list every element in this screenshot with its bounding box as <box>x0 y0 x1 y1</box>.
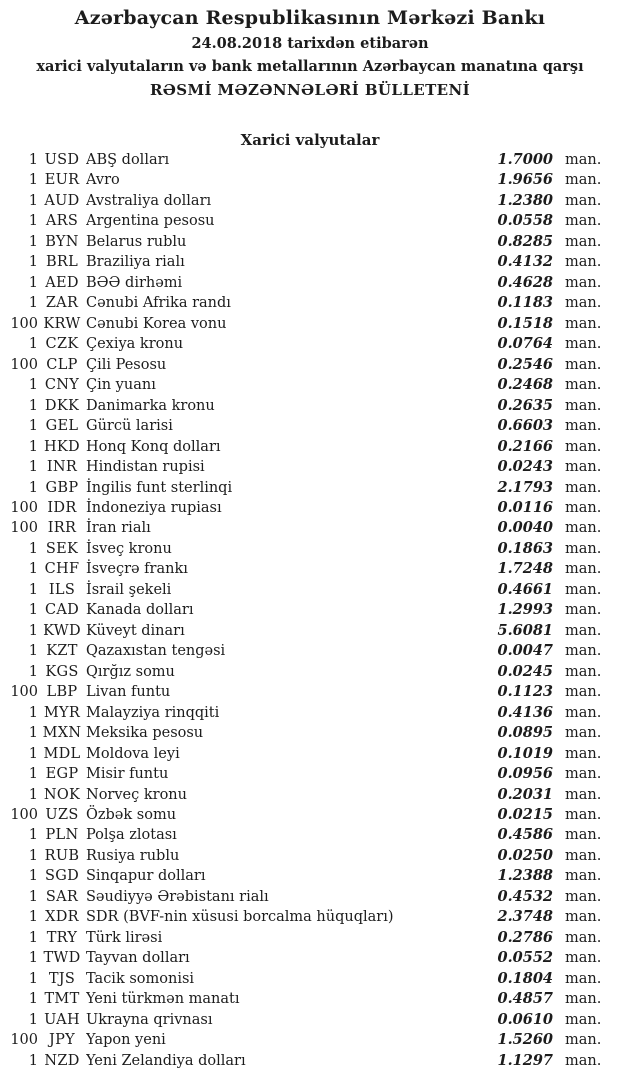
rate-cell: 0.4532 <box>497 887 553 905</box>
rate-cell: 0.2031 <box>497 785 553 803</box>
quantity-cell: 1 <box>28 418 38 435</box>
currency-row <box>6 396 600 416</box>
name-cell: Qazaxıstan tengəsi <box>86 643 226 660</box>
quantity-cell: 1 <box>28 1011 38 1028</box>
unit-cell: man. <box>565 622 602 639</box>
quantity-cell: 100 <box>10 520 38 537</box>
code-cell: MDL <box>43 745 81 762</box>
quantity-cell: 1 <box>28 786 38 803</box>
unit-cell: man. <box>565 540 602 557</box>
name-cell: Meksika pesosu <box>86 725 204 742</box>
quantity-cell: 1 <box>28 438 38 455</box>
currency-row <box>6 293 600 313</box>
currency-row <box>6 416 600 436</box>
code-cell: INR <box>46 459 78 476</box>
currency-row <box>6 478 600 498</box>
code-cell: RUB <box>44 847 80 864</box>
unit-cell: man. <box>565 356 602 373</box>
quantity-cell: 1 <box>28 888 38 905</box>
rate-cell: 1.1297 <box>497 1051 553 1069</box>
rate-cell: 0.1123 <box>497 683 553 701</box>
rate-cell: 0.4136 <box>497 703 553 721</box>
currency-row <box>6 1051 600 1071</box>
quantity-cell: 100 <box>10 499 38 516</box>
currency-row <box>6 252 600 272</box>
name-cell: Özbək somu <box>86 807 177 823</box>
code-cell: IDR <box>47 499 77 516</box>
quantity-cell: 100 <box>10 684 38 701</box>
quantity-cell: 1 <box>28 745 38 762</box>
bulletin-title: RƏSMİ MƏZƏNNƏLƏRİ BÜLLETENİ <box>149 81 471 99</box>
currency-row <box>6 825 600 845</box>
rate-cell: 0.1518 <box>497 314 553 332</box>
unit-cell: man. <box>565 172 602 189</box>
code-cell: SAR <box>45 888 79 905</box>
currency-row <box>6 641 600 661</box>
name-cell: Malayziya rinqqiti <box>86 704 220 721</box>
rate-cell: 1.2388 <box>497 867 553 885</box>
currency-row <box>6 744 600 764</box>
code-cell: CLP <box>46 356 78 373</box>
unit-cell: man. <box>565 745 602 762</box>
unit-cell: man. <box>565 315 602 332</box>
code-cell: CNY <box>44 377 80 394</box>
quantity-cell: 1 <box>28 540 38 557</box>
rate-cell: 0.2468 <box>497 376 553 394</box>
quantity-cell: 1 <box>28 213 38 230</box>
quantity-cell: 1 <box>28 192 38 209</box>
code-cell: AED <box>45 274 79 291</box>
code-cell: DKK <box>44 397 80 414</box>
rate-cell: 0.0040 <box>497 519 553 537</box>
name-cell: Moldova leyi <box>86 745 180 762</box>
code-cell: UZS <box>45 807 79 823</box>
code-cell: GBP <box>45 479 79 496</box>
code-cell: AUD <box>44 192 80 209</box>
unit-cell: man. <box>565 213 602 230</box>
quantity-cell: 1 <box>28 725 38 742</box>
rate-cell: 0.2635 <box>497 396 553 414</box>
currency-row <box>6 580 600 600</box>
code-cell: KGS <box>45 663 79 680</box>
name-cell: Danimarka kronu <box>86 397 215 414</box>
currency-row <box>6 559 600 579</box>
unit-cell: man. <box>565 847 602 864</box>
currency-row <box>6 969 600 989</box>
name-cell: İndoneziya rupiası <box>86 499 222 516</box>
bank-name-title: Azərbaycan Respublikasının Mərkəzi Bankı <box>74 7 546 29</box>
name-cell: ABŞ dolları <box>86 152 170 168</box>
unit-cell: man. <box>565 888 602 905</box>
quantity-cell: 1 <box>28 929 38 946</box>
unit-cell: man. <box>565 581 602 598</box>
unit-cell: man. <box>565 766 602 783</box>
quantity-cell: 1 <box>28 643 38 660</box>
currency-row <box>6 170 600 190</box>
code-cell: TMT <box>44 991 80 1008</box>
currency-row <box>6 334 600 354</box>
currency-row <box>6 764 600 784</box>
quantity-cell: 1 <box>28 336 38 353</box>
code-cell: KWD <box>43 622 81 639</box>
rate-cell: 0.1804 <box>497 969 553 987</box>
unit-cell: man. <box>565 561 602 578</box>
rate-cell: 0.2786 <box>497 928 553 946</box>
name-cell: Avro <box>86 172 120 189</box>
code-cell: LBP <box>46 684 78 701</box>
unit-cell: man. <box>565 192 602 209</box>
quantity-cell: 100 <box>10 356 38 373</box>
currency-row <box>6 518 600 538</box>
rate-cell: 1.9656 <box>497 171 553 189</box>
name-cell: Livan funtu <box>86 684 171 701</box>
quantity-cell: 1 <box>28 1052 38 1069</box>
rate-cell: 0.0243 <box>497 458 553 476</box>
unit-cell: man. <box>565 336 602 353</box>
unit-cell: man. <box>565 1032 602 1049</box>
quantity-cell: 100 <box>10 807 38 823</box>
rate-cell: 0.0250 <box>497 846 553 864</box>
quantity-cell: 1 <box>28 704 38 721</box>
name-cell: Cənubi Afrika randı <box>86 295 231 312</box>
name-cell: Kanada dolları <box>86 602 194 619</box>
unit-cell: man. <box>565 152 602 168</box>
name-cell: İngilis funt sterlinqi <box>86 479 233 496</box>
currency-row <box>6 191 600 211</box>
code-cell: UAH <box>44 1011 80 1028</box>
currency-rates-table <box>0 150 620 1071</box>
name-cell: Cənubi Korea vonu <box>86 315 227 332</box>
code-cell: CAD <box>44 602 80 619</box>
rate-cell: 0.4661 <box>497 580 553 598</box>
document-header <box>0 0 620 102</box>
rate-cell: 1.7000 <box>497 151 553 168</box>
quantity-cell: 1 <box>28 766 38 783</box>
code-cell: ZAR <box>45 295 79 312</box>
unit-cell: man. <box>565 438 602 455</box>
unit-cell: man. <box>565 1052 602 1069</box>
name-cell: Argentina pesosu <box>86 213 215 230</box>
name-cell: Braziliya rialı <box>86 254 185 271</box>
currency-row <box>6 355 600 375</box>
rate-cell: 5.6081 <box>497 621 553 639</box>
name-cell: Çin yuanı <box>86 377 156 394</box>
code-cell: MYR <box>43 704 81 721</box>
name-cell: BƏƏ dirhəmi <box>86 274 183 291</box>
unit-cell: man. <box>565 377 602 394</box>
code-cell: NOK <box>43 786 81 803</box>
quantity-cell: 1 <box>28 991 38 1008</box>
unit-cell: man. <box>565 602 602 619</box>
code-cell: ILS <box>48 581 76 598</box>
rate-cell: 0.0245 <box>497 662 553 680</box>
name-cell: Norveç kronu <box>86 786 187 803</box>
unit-cell: man. <box>565 459 602 476</box>
rate-cell: 1.5260 <box>497 1031 553 1049</box>
effective-date-line: 24.08.2018 tarixdən etibarən <box>191 35 429 52</box>
currency-row <box>6 907 600 927</box>
currency-row <box>6 621 600 641</box>
name-cell: Yapon yeni <box>86 1032 166 1049</box>
quantity-cell: 1 <box>28 295 38 312</box>
unit-cell: man. <box>565 868 602 885</box>
currency-row <box>6 682 600 702</box>
code-cell: ARS <box>45 213 79 230</box>
unit-cell: man. <box>565 704 602 721</box>
name-cell: İsveçrə frankı <box>86 561 188 578</box>
rate-cell: 0.0558 <box>497 212 553 230</box>
currency-row <box>6 437 600 457</box>
name-cell: Çili Pesosu <box>86 356 167 373</box>
unit-cell: man. <box>565 991 602 1008</box>
rate-cell: 0.2166 <box>497 437 553 455</box>
code-cell: EGP <box>45 766 79 783</box>
quantity-cell: 1 <box>28 868 38 885</box>
unit-cell: man. <box>565 520 602 537</box>
currency-row <box>6 1030 600 1050</box>
rate-cell: 1.7248 <box>497 560 553 578</box>
code-cell: SGD <box>44 868 80 885</box>
rate-cell: 0.0956 <box>497 765 553 783</box>
quantity-cell: 1 <box>28 459 38 476</box>
quantity-cell: 1 <box>28 152 38 168</box>
code-cell: CHF <box>44 561 80 578</box>
currency-row <box>6 1010 600 1030</box>
code-cell: EUR <box>44 172 80 189</box>
name-cell: Çexiya kronu <box>86 336 184 353</box>
unit-cell: man. <box>565 274 602 291</box>
rate-cell: 0.1863 <box>497 539 553 557</box>
rate-cell: 0.6603 <box>497 417 553 435</box>
rate-cell: 0.4628 <box>497 273 553 291</box>
code-cell: JPY <box>48 1032 76 1049</box>
name-cell: Rusiya rublu <box>86 847 180 864</box>
rate-cell: 0.4132 <box>497 253 553 271</box>
name-cell: Yeni Zelandiya dolları <box>86 1052 246 1069</box>
unit-cell: man. <box>565 807 602 823</box>
currency-row <box>6 948 600 968</box>
name-cell: İsveç kronu <box>86 540 172 557</box>
name-cell: Polşa zlotası <box>86 827 177 844</box>
currency-row <box>6 600 600 620</box>
currency-row <box>6 785 600 805</box>
quantity-cell: 1 <box>28 254 38 271</box>
name-cell: Yeni türkmən manatı <box>86 991 240 1008</box>
currency-row <box>6 846 600 866</box>
name-cell: İsrail şekeli <box>86 581 172 598</box>
quantity-cell: 1 <box>28 479 38 496</box>
unit-cell: man. <box>565 499 602 516</box>
quantity-cell: 1 <box>28 233 38 250</box>
rate-cell: 0.2546 <box>497 355 553 373</box>
name-cell: Honq Konq dolları <box>86 438 221 455</box>
code-cell: IRR <box>47 520 77 537</box>
code-cell: TRY <box>46 929 78 946</box>
quantity-cell: 1 <box>28 950 38 967</box>
quantity-cell: 1 <box>28 172 38 189</box>
quantity-cell: 1 <box>28 377 38 394</box>
quantity-cell: 1 <box>28 847 38 864</box>
quantity-cell: 1 <box>28 602 38 619</box>
unit-cell: man. <box>565 233 602 250</box>
unit-cell: man. <box>565 643 602 660</box>
rate-cell: 0.4586 <box>497 826 553 844</box>
currency-row <box>6 866 600 886</box>
quantity-cell: 100 <box>10 1032 38 1049</box>
rate-cell: 1.2993 <box>497 601 553 619</box>
rate-cell: 0.0215 <box>497 806 553 823</box>
code-cell: BYN <box>45 233 79 250</box>
code-cell: USD <box>44 152 80 168</box>
unit-cell: man. <box>565 909 602 926</box>
section-title-foreign-currencies: Xarici valyutalar <box>240 131 380 149</box>
unit-cell: man. <box>565 295 602 312</box>
rate-cell: 2.3748 <box>497 908 553 926</box>
unit-cell: man. <box>565 786 602 803</box>
currency-row <box>6 273 600 293</box>
code-cell: XDR <box>45 909 79 926</box>
code-cell: TJS <box>48 970 76 987</box>
code-cell: SEK <box>45 540 79 557</box>
code-cell: MXN <box>42 725 82 742</box>
rate-cell: 0.0895 <box>497 724 553 742</box>
quantity-cell: 1 <box>28 663 38 680</box>
name-cell: Avstraliya dolları <box>86 192 212 209</box>
document-subtitle: xarici valyutaların və bank metallarının Azərbaycan manatına qarşı <box>36 58 584 75</box>
code-cell: KZT <box>46 643 78 660</box>
currency-row <box>6 723 600 743</box>
currency-row <box>6 150 600 170</box>
code-cell: PLN <box>45 827 79 844</box>
currency-row <box>6 232 600 252</box>
quantity-cell: 100 <box>10 315 38 332</box>
name-cell: Qırğız somu <box>86 663 175 680</box>
unit-cell: man. <box>565 684 602 701</box>
rate-cell: 0.1019 <box>497 744 553 762</box>
quantity-cell: 1 <box>28 970 38 987</box>
name-cell: Gürcü larisi <box>86 418 173 435</box>
rate-cell: 0.0764 <box>497 335 553 353</box>
name-cell: Küveyt dinarı <box>86 622 185 639</box>
name-cell: Səudiyyə Ərəbistanı rialı <box>86 888 269 905</box>
currency-row <box>6 989 600 1009</box>
code-cell: GEL <box>45 418 79 435</box>
name-cell: Türk lirəsi <box>86 929 163 946</box>
currency-row <box>6 805 600 825</box>
name-cell: İran rialı <box>86 520 151 537</box>
rate-cell: 0.0552 <box>497 949 553 967</box>
name-cell: Tacik somonisi <box>86 970 195 987</box>
rate-cell: 0.0047 <box>497 642 553 660</box>
unit-cell: man. <box>565 929 602 946</box>
code-cell: HKD <box>43 438 80 455</box>
code-cell: CZK <box>45 336 79 353</box>
unit-cell: man. <box>565 1011 602 1028</box>
rate-cell: 0.0610 <box>497 1010 553 1028</box>
currency-row <box>6 314 600 334</box>
rate-cell: 0.8285 <box>497 232 553 250</box>
name-cell: Misir funtu <box>86 766 169 783</box>
currency-row <box>6 457 600 477</box>
currency-row <box>6 703 600 723</box>
unit-cell: man. <box>565 663 602 680</box>
rate-cell: 0.4857 <box>497 990 553 1008</box>
unit-cell: man. <box>565 418 602 435</box>
currency-row <box>6 375 600 395</box>
name-cell: Sinqapur dolları <box>86 868 206 885</box>
rate-cell: 1.2380 <box>497 191 553 209</box>
currency-row <box>6 539 600 559</box>
name-cell: Tayvan dolları <box>86 950 190 967</box>
quantity-cell: 1 <box>28 827 38 844</box>
currency-row <box>6 498 600 518</box>
currency-row <box>6 928 600 948</box>
quantity-cell: 1 <box>28 561 38 578</box>
quantity-cell: 1 <box>28 909 38 926</box>
unit-cell: man. <box>565 254 602 271</box>
currency-row <box>6 662 600 682</box>
unit-cell: man. <box>565 970 602 987</box>
unit-cell: man. <box>565 725 602 742</box>
quantity-cell: 1 <box>28 622 38 639</box>
name-cell: Belarus rublu <box>86 233 187 250</box>
quantity-cell: 1 <box>28 274 38 291</box>
unit-cell: man. <box>565 397 602 414</box>
currency-row <box>6 887 600 907</box>
code-cell: KRW <box>43 315 81 332</box>
quantity-cell: 1 <box>28 397 38 414</box>
rate-cell: 0.1183 <box>497 294 553 312</box>
rate-cell: 0.0116 <box>497 498 553 516</box>
code-cell: BRL <box>45 254 79 271</box>
unit-cell: man. <box>565 827 602 844</box>
currency-row <box>6 211 600 231</box>
rate-cell: 2.1793 <box>497 478 553 496</box>
name-cell: SDR (BVF-nin xüsusi borcalma hüquqları) <box>86 909 394 926</box>
code-cell: TWD <box>43 950 81 967</box>
quantity-cell: 1 <box>28 581 38 598</box>
code-cell: NZD <box>44 1052 80 1069</box>
name-cell: Hindistan rupisi <box>86 459 205 476</box>
name-cell: Ukrayna qrivnası <box>86 1011 213 1028</box>
unit-cell: man. <box>565 950 602 967</box>
unit-cell: man. <box>565 479 602 496</box>
